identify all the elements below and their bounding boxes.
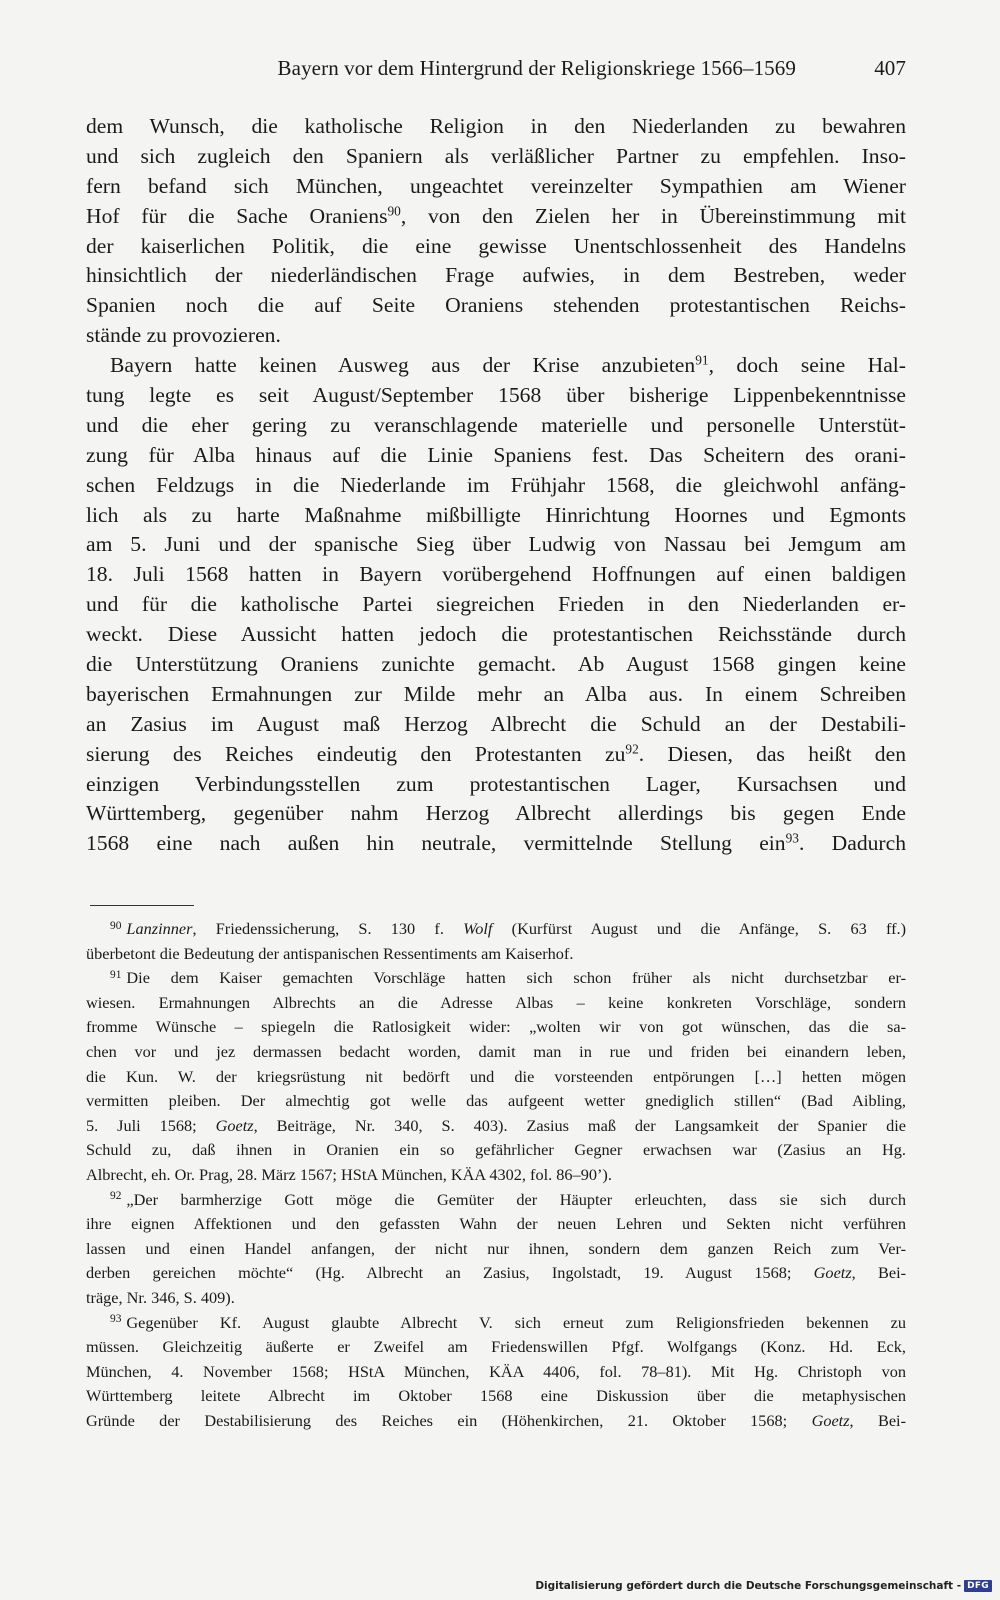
footnote-ref-91[interactable]: 91	[695, 352, 709, 368]
footnote-line: ihre eignen Affektionen und den gefassten Wahn der neuen Lehren und Sekten nicht verführen	[86, 1214, 906, 1234]
text-line: dem Wunsch, die katholische Religion in den Niederlanden zu bewahren	[86, 114, 906, 138]
footnote-91	[86, 966, 906, 1187]
digitization-credit	[535, 1578, 992, 1594]
text-segment: , Bei-	[849, 1410, 907, 1430]
text-line: die Unterstützung Oraniens zunichte gemacht. Ab August 1568 gingen keine	[86, 652, 906, 677]
text-line: schen Feldzugs in die Niederlande im Frühjahr 1568, die gleichwohl anfäng-	[86, 472, 906, 497]
text-line: Württemberg, gegenüber nahm Herzog Albrecht allerdings bis gegen Ende	[86, 801, 906, 826]
text-segment: (Kurfürst August und die Anfänge, S. 63 ff.)	[492, 919, 907, 938]
footnote-line: Albrecht, eh. Or. Prag, 28. März 1567; HStA München, KÄA 4302, fol. 86–90’).	[86, 1164, 612, 1184]
text-line: der kaiserlichen Politik, die eine gewisse Unentschlossenheit des Handelns	[86, 233, 906, 258]
author-name: Goetz	[811, 1410, 850, 1430]
text-segment: Die dem Kaiser gemachten Vorschläge hatten sich schon früher als nicht durchsetzbar er-	[126, 968, 906, 988]
footnote-90	[86, 917, 906, 966]
text-segment: sierung des Reiches eindeutig den Protestanten zu	[86, 741, 626, 766]
footnote-line: vermitten pleiben. Der almechtig got welle das aufgeent wetter gnediglich stillen“ (Bad Aibling,	[86, 1091, 906, 1111]
footnote-line	[86, 917, 906, 942]
text-segment: , von den Zielen her in Übereinstimmung mit	[400, 203, 906, 228]
text-line: und für die katholische Partei siegreichen Frieden in den Niederlanden er-	[86, 592, 906, 617]
footnote-line: lassen und einen Handel anfangen, der nicht nur ihnen, sondern dem ganzen Reich zum Ver-	[86, 1238, 906, 1258]
footnote-ref-92[interactable]: 92	[625, 741, 639, 757]
text-segment: , Beiträge, Nr. 340, S. 403). Zasius maß der Langsamkeit der Spanier die	[253, 1115, 906, 1135]
body-text	[86, 112, 906, 859]
author-name: Goetz	[813, 1263, 852, 1283]
footnote-92	[86, 1188, 906, 1311]
running-title: Bayern vor dem Hintergrund der Religionskriege 1566–1569	[277, 56, 796, 80]
text-segment: , Friedenssicherung, S. 130 f.	[192, 919, 464, 938]
text-segment: , doch seine Hal-	[708, 353, 906, 378]
text-segment: 5. Juli 1568;	[86, 1115, 216, 1135]
footnote-line: München, 4. November 1568; HStA München, KÄA 4406, fol. 78–81). Mit Hg. Christoph von	[86, 1361, 906, 1381]
author-name: Goetz	[215, 1115, 254, 1135]
text-segment: Gegenüber Kf. August glaubte Albrecht V. sich erneut zum Religionsfrieden bekennen zu	[126, 1312, 906, 1332]
text-line	[86, 829, 906, 859]
paragraph-2	[86, 351, 906, 859]
footnote-line	[86, 1114, 906, 1139]
text-line: weckt. Diese Aussicht hatten jedoch die protestantischen Reichsstände durch	[86, 622, 906, 647]
footnote-separator	[90, 905, 194, 906]
footnote-line	[86, 1311, 906, 1336]
credit-text: Digitalisierung gefördert durch die Deutsche Forschungsgemeinschaft -	[535, 1580, 962, 1592]
footnote-line: die Kun. W. der kriegsrüstung nit bedörft und die vorsteenden entpörungen […] hetten mögen	[86, 1066, 906, 1086]
text-line: zung für Alba hinaus auf die Linie Spaniens fest. Das Scheitern des orani-	[86, 442, 906, 467]
text-line: lich als zu harte Maßnahme mißbilligte Hinrichtung Hoornes und Egmonts	[86, 502, 906, 527]
text-line: tung legte es seit August/September 1568 über bisherige Lippenbekenntnisse	[86, 383, 906, 408]
dfg-logo: DFG	[964, 1580, 992, 1592]
footnote-line	[86, 1188, 906, 1213]
running-head	[86, 56, 906, 86]
footnote-line: fromme Wünsche – spiegeln die Ratlosigkeit wider: „wolten wir von got wünschen, das die sa-	[86, 1017, 906, 1037]
text-segment: „Der barmherzige Gott möge die Gemüter der Häupter erleuchten, dass sie sich durch	[126, 1189, 906, 1209]
footnote-line: Württemberg leitete Albrecht im Oktober 1568 eine Diskussion über die metaphysischen	[86, 1386, 906, 1406]
text-segment: derben gereichen möchte“ (Hg. Albrecht an Zasius, Ingolstadt, 19. August 1568;	[86, 1263, 814, 1283]
text-line: einzigen Verbindungsstellen zum protestantischen Lager, Kursachsen und	[86, 771, 906, 796]
text-segment: . Dadurch	[798, 831, 906, 856]
text-segment: Gründe der Destabilisierung des Reiches ein (Höhenkirchen, 21. Oktober 1568;	[86, 1410, 812, 1430]
footnote-line: wiesen. Ermahnungen Albrechts an die Adresse Albas – keine konkreten Vorschläge, sondern	[86, 992, 906, 1012]
text-line: Spanien noch die auf Seite Oraniens stehenden protestantischen Reichs-	[86, 293, 906, 318]
footnote-ref-93[interactable]: 93	[785, 831, 799, 847]
text-segment: . Diesen, das heißt den	[638, 741, 906, 766]
footnote-line: überbetont die Bedeutung der antispanischen Ressentiments am Kaiserhof.	[86, 943, 574, 963]
text-line: fern befand sich München, ungeachtet vereinzelter Sympathien am Wiener	[86, 173, 906, 198]
text-line: am 5. Juni und der spanische Sieg über Ludwig von Nassau bei Jemgum am	[86, 532, 906, 557]
text-segment: , Bei-	[851, 1263, 907, 1283]
author-name: Lanzinner	[126, 919, 193, 938]
footnote-number: 93	[110, 1313, 122, 1326]
footnote-number: 91	[110, 969, 122, 982]
text-segment: Hof für die Sache Oraniens	[86, 203, 388, 228]
footnote-line	[86, 966, 906, 991]
footnotes	[86, 917, 906, 1433]
text-line: stände zu provozieren.	[86, 323, 281, 348]
footnote-number: 92	[110, 1190, 122, 1203]
text-line	[86, 351, 906, 381]
text-line: bayerischen Ermahnungen zur Milde mehr an Alba aus. In einem Schreiben	[86, 681, 906, 706]
text-line: und die eher gering zu veranschlagende materielle und personelle Unterstüt-	[86, 412, 906, 437]
footnote-line	[86, 1409, 906, 1434]
text-line: und sich zugleich den Spaniern als verläßlicher Partner zu empfehlen. Inso-	[86, 143, 906, 168]
text-line: 18. Juli 1568 hatten in Bayern vorübergehend Hoffnungen auf einen baldigen	[86, 562, 906, 587]
paragraph-1	[86, 112, 906, 351]
footnote-line: müssen. Gleichzeitig äußerte er Zweifel am Friedenswillen Pfgf. Wolfgangs (Konz. Hd. Eck,	[86, 1337, 906, 1357]
page-number: 407	[874, 56, 906, 80]
author-name: Wolf	[463, 919, 493, 938]
text-line: an Zasius im August maß Herzog Albrecht die Schuld an der Destabili-	[86, 711, 906, 736]
footnote-line: chen vor und jez dermassen bedacht worden, damit man in rue und friden bei einandern leben,	[86, 1041, 906, 1061]
footnote-ref-90[interactable]: 90	[387, 203, 401, 219]
text-line	[86, 740, 906, 770]
footnote-93	[86, 1311, 906, 1434]
footnote-number: 90	[110, 919, 122, 932]
footnote-line: Schuld zu, daß ihnen in Oranien ein so gefährlicher Gegner erwachsen war (Zasius an Hg.	[86, 1140, 906, 1160]
footnote-line	[86, 1261, 906, 1286]
text-segment: 1568 eine nach außen hin neutrale, vermittelnde Stellung ein	[86, 831, 786, 856]
footnote-line: träge, Nr. 346, S. 409).	[86, 1287, 235, 1307]
text-line	[86, 202, 906, 232]
text-segment: Bayern hatte keinen Ausweg aus der Krise anzubieten	[110, 353, 696, 378]
text-line: hinsichtlich der niederländischen Frage aufwies, in dem Bestreben, weder	[86, 263, 906, 288]
